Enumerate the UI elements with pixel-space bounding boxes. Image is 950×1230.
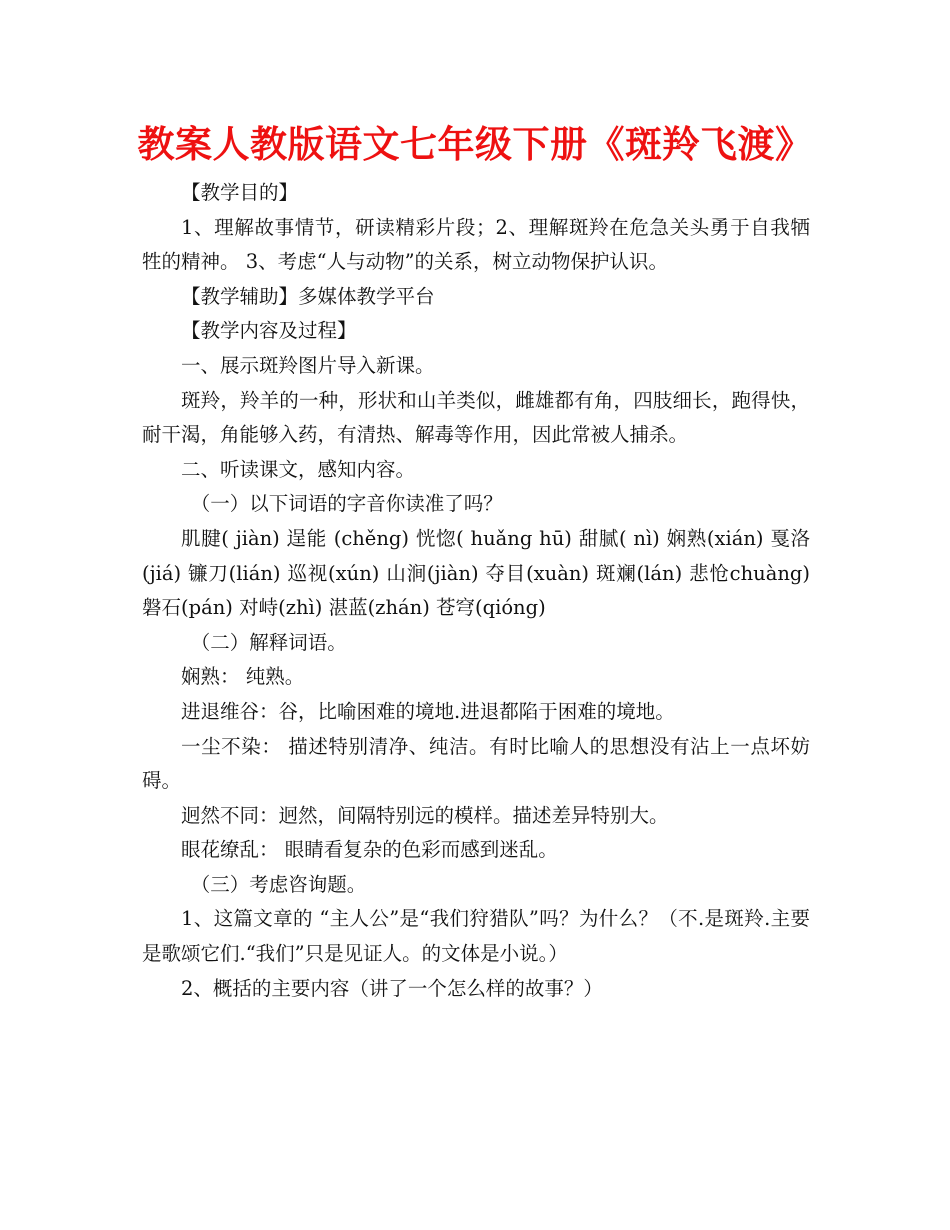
vocab-item: 迥然不同：迥然，间隔特别远的模样。描述差异特别大。 [181, 803, 669, 827]
paragraph-pronunciation: 肌腱( jiàn) 逞能 (chěng) 恍惚( huǎng hū) 甜腻( nì) 娴熟(xián) 戛洛(jiá) 镰刀(lián) 巡视(xún) 山涧(jiàn) 夺目(xuàn) 斑斓(lán) 悲怆chuàng) 磐石(pán) 对峙(zhì) 湛蓝(zhán) 苍穹(qióng) [142, 526, 810, 620]
vocab-item: 娴熟： 纯熟。 [181, 665, 305, 689]
document-title: 教案人教版语文七年级下册《斑羚飞渡》 [137, 123, 813, 166]
section-heading-aids: 【教学辅助】多媒体教学平台 [181, 284, 435, 308]
subheading-vocabulary: （二）解释词语。 [190, 630, 347, 654]
step-heading-2: 二、听读课文，感知内容。 [181, 457, 416, 481]
question-item: 2、概括的主要内容（讲了一个怎么样的故事？） [181, 976, 603, 1000]
vocab-item: 进退维谷：谷，比喻困难的境地.进退都陷于困难的境地。 [181, 699, 675, 723]
paragraph-objectives: 1、理解故事情节，研读精彩片段；2、理解斑羚在危急关头勇于自我牺牲的精神。 3、考虑“人与动物”的关系，树立动物保护认识。 [142, 215, 810, 274]
section-heading-process: 【教学内容及过程】 [181, 319, 357, 343]
subheading-questions: （三）考虑咨询题。 [190, 872, 367, 896]
vocab-item: 一尘不染： 描述特别清净、纯洁。有时比喻人的思想没有沾上一点坏妨碍。 [142, 734, 810, 793]
step-heading-1: 一、展示斑羚图片导入新课。 [181, 353, 435, 377]
document-body [142, 176, 810, 1006]
paragraph-intro: 斑羚，羚羊的一种，形状和山羊类似，雌雄都有角，四肢细长，跑得快，耐干渴，角能够入药，有清热、解毒等作用，因此常被人捕杀。 [142, 388, 810, 447]
vocab-item: 眼花缭乱： 眼睛看复杂的色彩而感到迷乱。 [181, 838, 558, 862]
section-heading-objectives: 【教学目的】 [181, 181, 299, 204]
subheading-pronunciation: （一）以下词语的字音你读准了吗？ [190, 492, 503, 516]
question-item: 1、这篇文章的 “主人公”是“我们狩猎队”吗？为什么？（不.是斑羚.主要是歌颂它们.“我们”只是见证人。的文体是小说。） [142, 907, 810, 966]
